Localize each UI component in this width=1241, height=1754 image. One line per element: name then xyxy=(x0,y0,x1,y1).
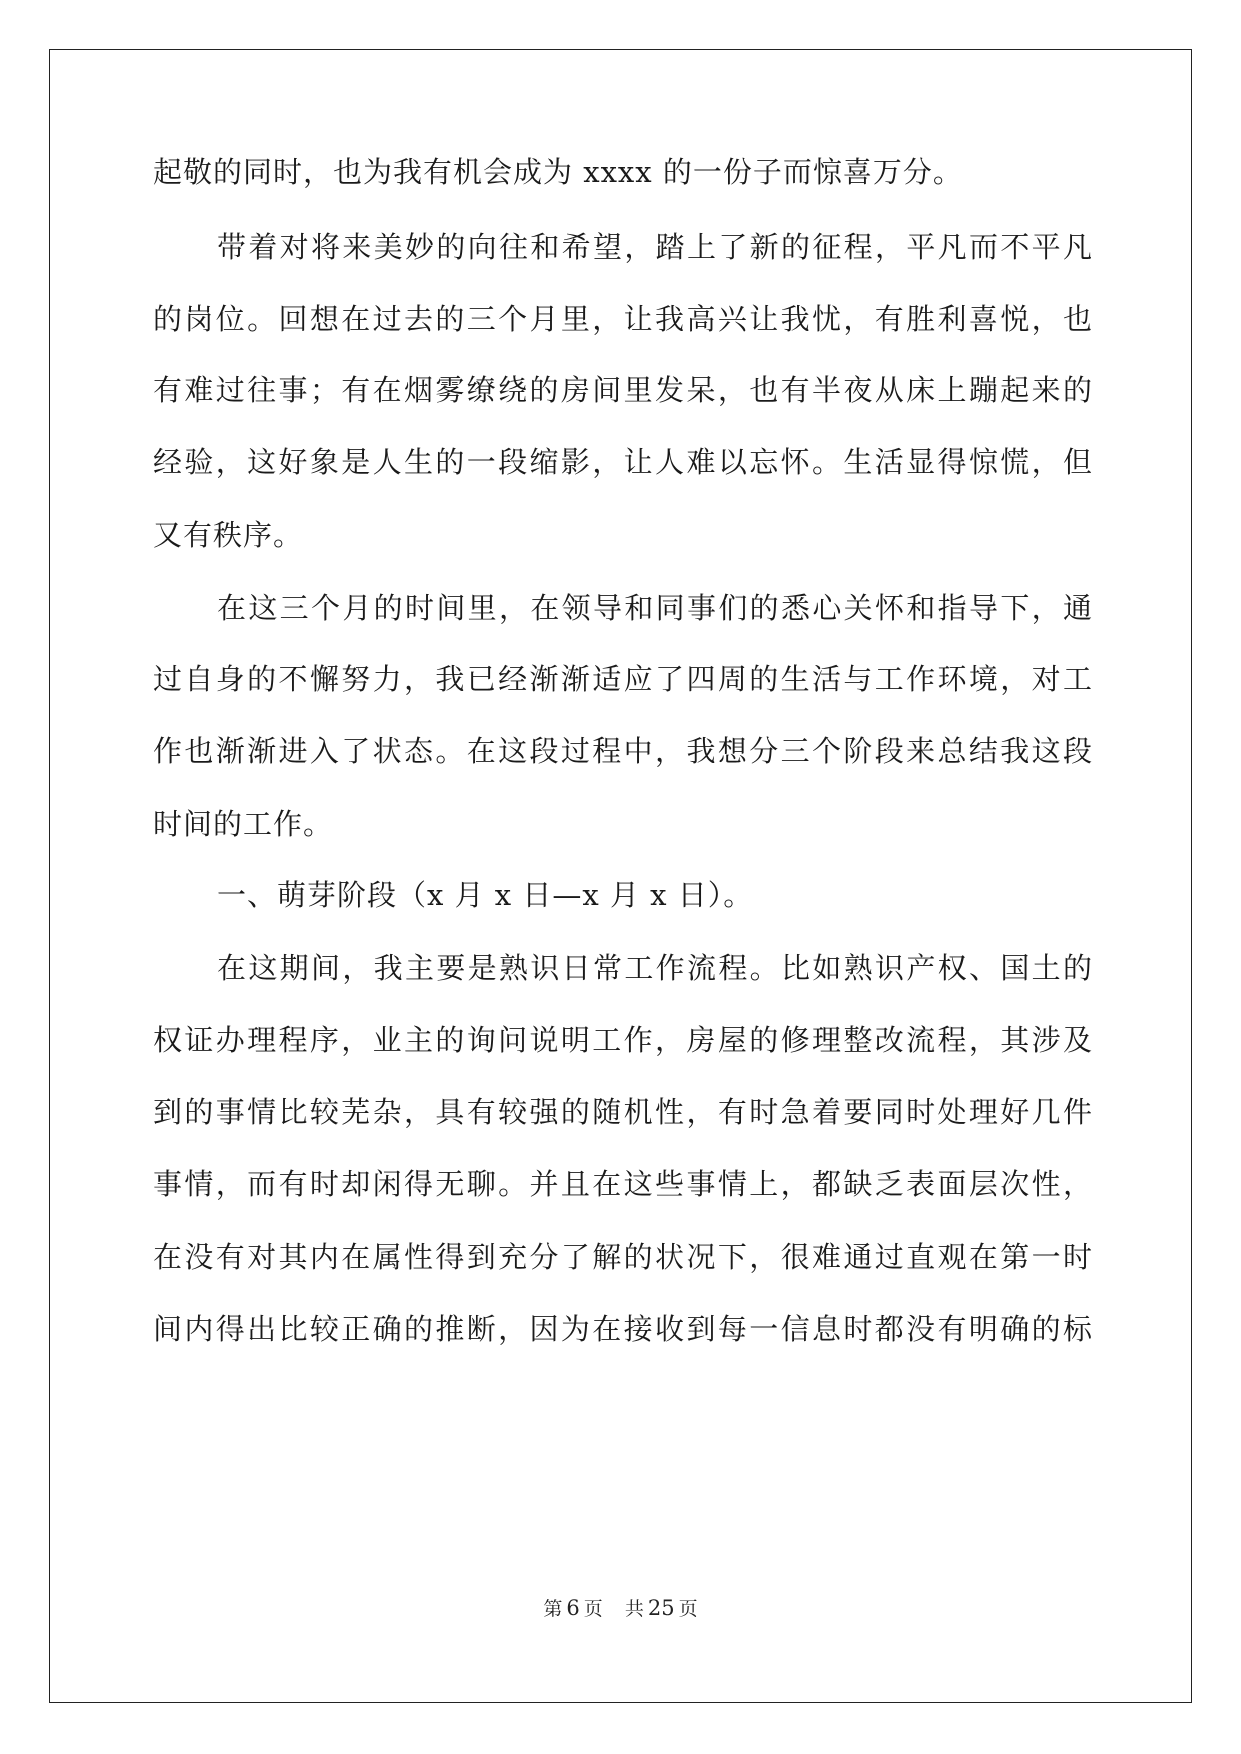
paragraph-first-line: 带着对将来美妙的向往和希望，踏上了新的征程，平凡而不平凡 xyxy=(217,230,1093,264)
text-line: 的岗位。回想在过去的三个月里，让我高兴让我忧，有胜利喜悦，也 xyxy=(153,302,1093,336)
page-number: 6 xyxy=(566,1596,580,1620)
text-line: 事情，而有时却闲得无聊。并且在这些事情上，都缺乏表面层次性， xyxy=(153,1167,1093,1201)
text-line: 有难过往事；有在烟雾缭绕的房间里发呆，也有半夜从床上蹦起来的 xyxy=(153,373,1093,407)
text-line: 作也渐渐进入了状态。在这段过程中，我想分三个阶段来总结我这段 xyxy=(153,734,1093,768)
page-footer xyxy=(0,1596,1241,1621)
total-suffix: 页 xyxy=(678,1598,698,1620)
paragraph-first-line: 在这三个月的时间里，在领导和同事们的悉心关怀和指导下，通 xyxy=(217,591,1093,625)
text-line: 过自身的不懈努力，我已经渐渐适应了四周的生活与工作环境，对工 xyxy=(153,662,1093,696)
text-line: 到的事情比较芜杂，具有较强的随机性，有时急着要同时处理好几件 xyxy=(153,1095,1093,1129)
text-line: 间内得出比较正确的推断，因为在接收到每一信息时都没有明确的标 xyxy=(153,1312,1093,1346)
page-suffix: 页 xyxy=(583,1598,603,1620)
text-line: 经验，这好象是人生的一段缩影，让人难以忘怀。生活显得惊慌，但 xyxy=(153,445,1093,479)
text-line: 又有秩序。 xyxy=(153,518,304,552)
page-prefix: 第 xyxy=(543,1598,563,1620)
text-line: 时间的工作。 xyxy=(153,807,334,841)
paragraph-first-line: 在这期间，我主要是熟识日常工作流程。比如熟识产权、国土的 xyxy=(217,951,1093,985)
section-heading: 一、萌芽阶段（x 月 x 日—x 月 x 日）。 xyxy=(217,878,754,912)
total-prefix: 共 xyxy=(624,1598,644,1620)
text-line: 权证办理程序，业主的询问说明工作，房屋的修理整改流程，其涉及 xyxy=(153,1023,1093,1057)
text-line: 起敬的同时，也为我有机会成为 xxxx 的一份子而惊喜万分。 xyxy=(153,155,963,189)
text-line: 在没有对其内在属性得到充分了解的状况下，很难通过直观在第一时 xyxy=(153,1240,1093,1274)
total-pages: 25 xyxy=(647,1596,675,1620)
